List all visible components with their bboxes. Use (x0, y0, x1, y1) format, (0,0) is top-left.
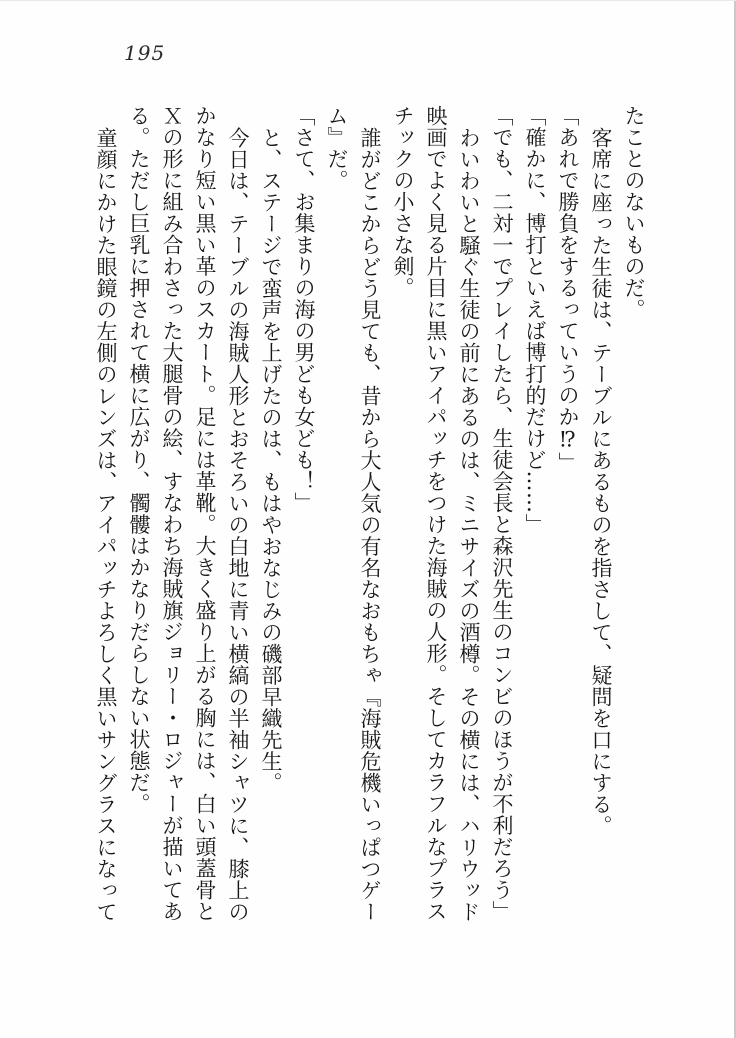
text-column: かなり短い黒い革のスカート。足には革靴。大きく盛り上がる胸には、白い頭蓋骨と (193, 105, 217, 922)
text-column: ム』だ。 (325, 105, 349, 191)
text-column: 今日は、テーブルの海賊人形とおそろいの白地に青い横縞の半袖シャツに、膝上の (226, 126, 250, 922)
text-column: わいわいと騒ぐ生徒の前にあるのは、ミニサイズの酒樽。その横には、ハリウッド (457, 126, 481, 922)
text-column: 「でも、二対一でプレイしたら、生徒会長と森沢先生のコンビのほうが不利だろう」 (490, 105, 514, 922)
text-column: 「確かに、博打といえば博打的だけど……」 (523, 105, 547, 535)
text-column: Ｘの形に組み合わさった大腿骨の絵、すなわち海賊旗ジョリー・ロジャーが描いてあ (160, 105, 184, 922)
text-column: たことのないものだ。 (622, 105, 646, 320)
text-column: チックの小さな剣。 (391, 105, 415, 299)
text-column: る。ただし巨乳に押されて横に広がり、髑髏はかなりだらしない状態だ。 (127, 105, 151, 815)
text-column: 童顔にかけた眼鏡の左側のレンズは、アイパッチよろしく黒いサングラスになって (94, 126, 118, 922)
text-column: 誰がどこからどう見ても、昔から大人気の有名なおもちゃ『海賊危機いっぱつゲー (358, 126, 382, 922)
text-column: 「あれで勝負をするっていうのか⁉」 (556, 105, 580, 474)
text-column: と、ステージで蛮声を上げたのは、もはやおなじみの磯部早織先生。 (259, 126, 283, 793)
page-number: 195 (124, 41, 166, 65)
text-column: 映画でよく見る片目に黒いアイパッチをつけた海賊の人形。そしてカラフルなプラス (424, 105, 448, 922)
vertical-text-block (89, 105, 650, 957)
text-column: 「さて、お集まりの海の男ども女ども！」 (292, 105, 316, 514)
text-column: 客席に座った生徒は、テーブルにあるものを指さして、疑問を口にする。 (589, 126, 613, 836)
